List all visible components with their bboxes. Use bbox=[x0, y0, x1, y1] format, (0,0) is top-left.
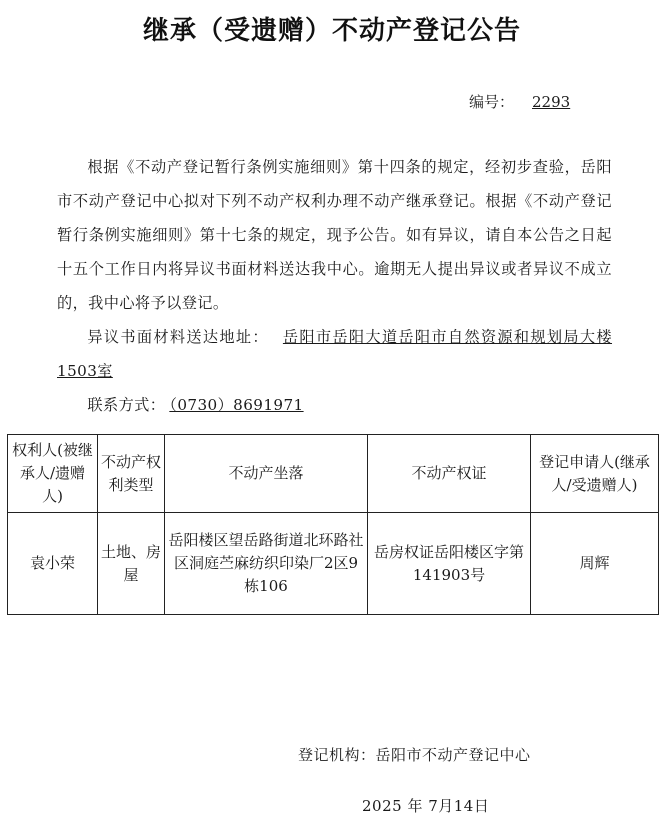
objection-address-line bbox=[57, 320, 612, 388]
cell-right-holder: 袁小荣 bbox=[8, 513, 98, 615]
serial-label: 编号： bbox=[469, 93, 515, 111]
objection-address-label: 异议书面材料送达地址： bbox=[87, 328, 269, 346]
announcement-date: 2025 年 7月14日 bbox=[362, 797, 490, 815]
header-right-holder: 权利人(被继承人/遗赠人) bbox=[8, 435, 98, 513]
serial-number: 2293 bbox=[532, 93, 571, 111]
announcement-title: 继承（受遗赠）不动产登记公告 bbox=[142, 16, 521, 46]
contact-line bbox=[57, 388, 612, 422]
authority-value: 岳阳市不动产登记中心 bbox=[375, 746, 531, 764]
announcement-paragraph: 根据《不动产登记暂行条例实施细则》第十四条的规定，经初步查验，岳阳市不动产登记中心拟对下列不动产权利办理不动产继承登记。根据《不动产登记暂行条例实施细则》第十七条的规定，现予公告。如有异议，请自本公告之日起十五个工作日内将异议书面材料送达我中心。逾期无人提出异议或者异议不成立的，我中心将予以登记。 bbox=[57, 158, 612, 312]
announcement-body bbox=[57, 150, 612, 422]
cell-right-type: 土地、房屋 bbox=[98, 513, 165, 615]
contact-label: 联系方式： bbox=[87, 396, 166, 414]
cell-applicant: 周辉 bbox=[531, 513, 659, 615]
objection-address-value: 岳阳市岳阳大道岳阳市自然资源和规划局大楼1503室 bbox=[57, 328, 613, 380]
registration-table bbox=[7, 434, 659, 615]
authority-label: 登记机构： bbox=[298, 746, 376, 764]
cell-property-location: 岳阳楼区望岳路街道北环路社区洞庭苎麻纺织印染厂2区9栋106 bbox=[165, 513, 368, 615]
header-property-location: 不动产坐落 bbox=[165, 435, 368, 513]
serial-number-line bbox=[469, 91, 570, 112]
table-header-row bbox=[8, 435, 659, 513]
table-row bbox=[8, 513, 659, 615]
contact-phone: （0730）8691971 bbox=[169, 396, 304, 414]
cell-property-certificate: 岳房权证岳阳楼区字第141903号 bbox=[368, 513, 531, 615]
header-applicant: 登记申请人(继承人/受遗赠人) bbox=[531, 435, 659, 513]
header-right-type: 不动产权利类型 bbox=[98, 435, 165, 513]
header-property-certificate: 不动产权证 bbox=[368, 435, 531, 513]
registration-authority bbox=[298, 744, 531, 765]
